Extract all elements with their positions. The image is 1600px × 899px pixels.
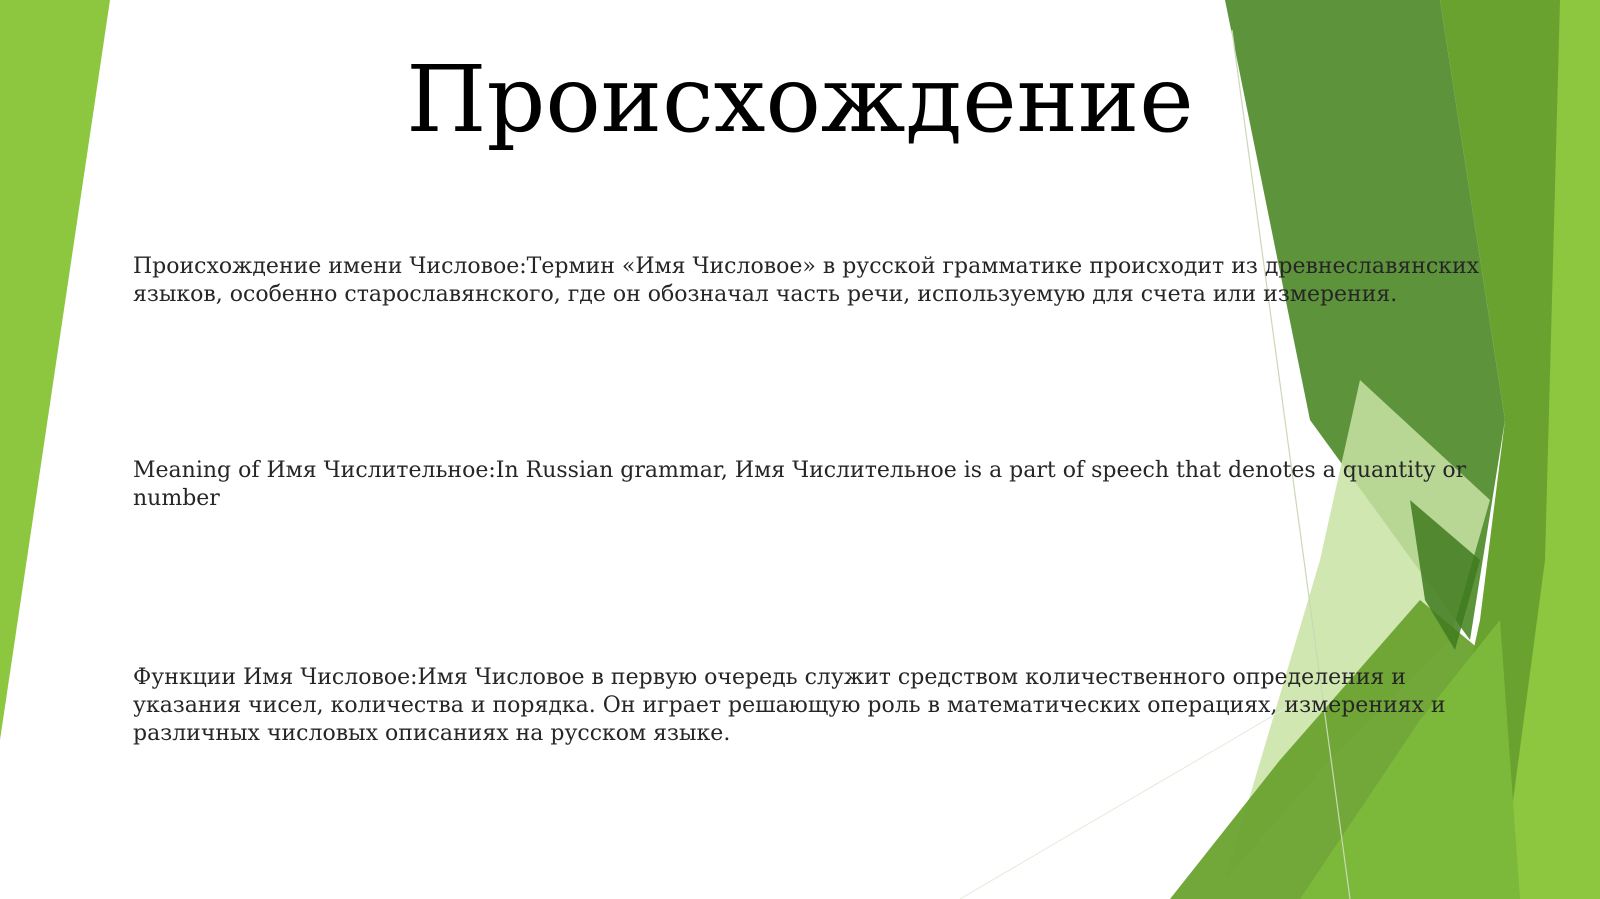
paragraph-origin: Происхождение имени Числовое:Термин «Имя Числовое» в русской грамматике происходит из древнеславянских языков, особенно старославянского, где он обозначал часть речи, используемую для счета или измерения. (133, 254, 1480, 307)
paragraph-meaning: Meaning of Имя Числительное:In Russian grammar, Имя Числительное is a part of speech that denotes a quantity or number (133, 458, 1467, 511)
slide-title: Происхождение (406, 46, 1194, 153)
paragraph-functions: Функции Имя Числовое:Имя Числовое в первую очередь служит средством количественного определения и указания чисел, количества и порядка. Он играет решающую роль в математических операциях, измерениях и различных числовых описаниях на русском языке. (133, 665, 1446, 746)
